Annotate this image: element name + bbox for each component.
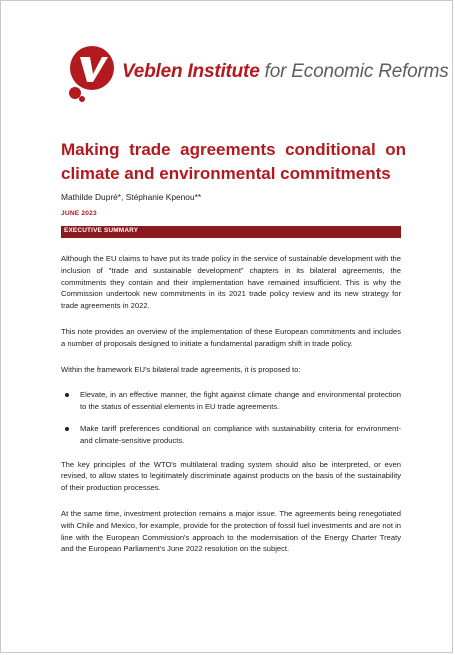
document-title: Making trade agreements conditional on climate and environmental commitments (61, 140, 406, 183)
section-header (61, 226, 401, 238)
veblen-logo-icon (61, 41, 121, 103)
brand-bold: Veblen Institute (122, 61, 260, 82)
summary-body (61, 253, 401, 569)
authors: Mathilde Dupré*, Stéphanie Kpenou** (61, 192, 202, 202)
publication-date: JUNE 2023 (61, 210, 97, 217)
list-item (61, 423, 401, 447)
brand-rest: for Economic Reforms (264, 61, 449, 82)
paragraph: Although the EU claims to have put its trade policy in the service of sustainable development with the inclusion of "trade and sustainable development" chapters in its bilateral agreements, the commitments they contain and their implementation have remained insufficient. This is why the Commission undertook new commitments in its 2021 trade policy review and its new strategy for trade agreements in 2022. (61, 254, 401, 311)
proposal-list (61, 389, 401, 446)
list-item (61, 389, 401, 413)
bullet-icon (65, 427, 69, 431)
section-title: EXECUTIVE SUMMARY (64, 227, 139, 234)
paragraph: At the same time, investment protection remains a major issue. The agreements being renegotiated with Chile and Mexico, for example, provide for the protection of fossil fuel investments and are not in line with the European Commission's approach to the modernisation of the Energy Charter Treaty and the European Parliament's June 2022 resolution on the subject. (61, 508, 401, 554)
institute-name (122, 61, 449, 83)
paragraph: Within the framework EU's bilateral trade agreements, it is proposed to: (61, 364, 301, 374)
paragraph: The key principles of the WTO's multilateral trading system should also be interpreted, or even revised, to allow states to legitimately discriminate against products on the basis of the sustainability of their production processes. (61, 459, 401, 493)
paragraph: This note provides an overview of the implementation of these European commitments and includes a number of proposals designed to initiate a fundamental paradigm shift in trade policy. (61, 326, 401, 348)
list-item-text: Elevate, in an effective manner, the fight against climate change and environmental protection to the status of essential elements in EU trade agreements. (80, 390, 401, 412)
list-item-text: Make tariff preferences conditional on compliance with sustainability criteria for environment- and climate-sensitive products. (80, 423, 401, 445)
bullet-icon (65, 393, 69, 397)
